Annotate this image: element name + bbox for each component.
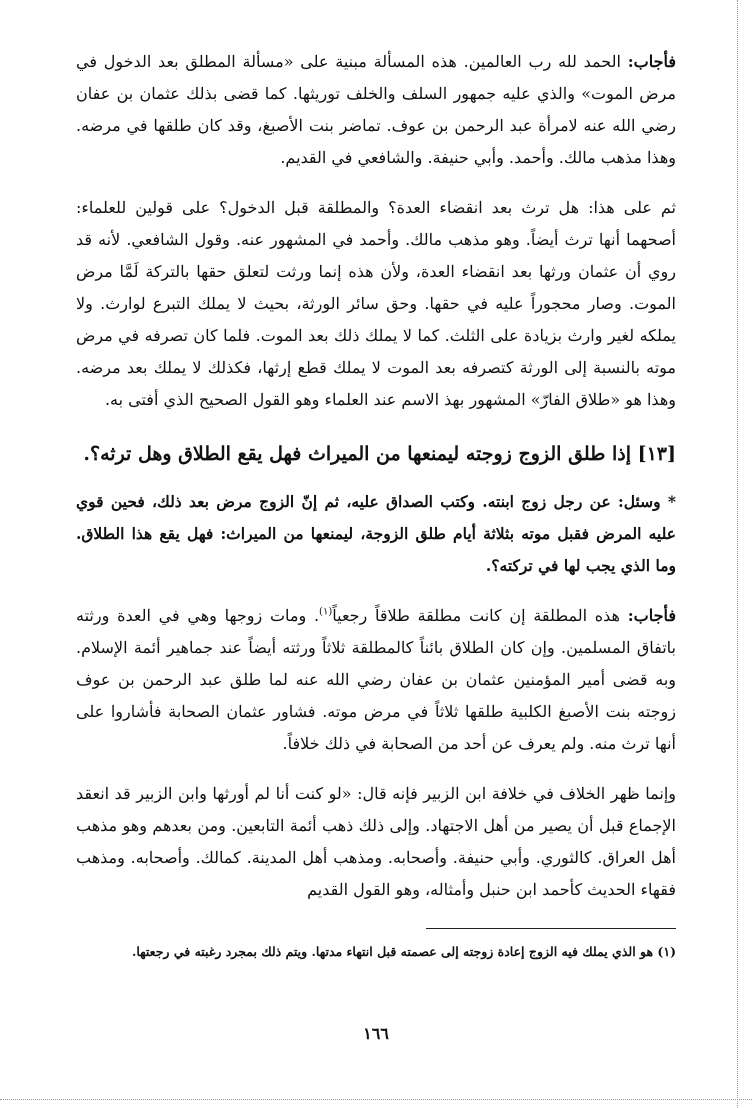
footnote-divider <box>426 928 676 929</box>
paragraph-2: ثم على هذا: هل ترث بعد انقضاء العدة؟ والمطلقة قبل الدخول؟ على قولين للعلماء: أصحهما أنها ترث أيضاً. وهو مذهب مالك. وأحمد في المشهور عنه. وقول الشافعي. لأنه قد روي أن عثمان ورثها بعد انقضاء العدة، ولأن هذه إنما ورثت لتعلق حقها بالتركة لَمَّا مرض الموت. وصار محجوراً عليه في حقها. وحق سائر الورثة، بحيث لا يملك التبرع لوارث. ولا يملكه لغير وارث بزيادة على الثلث. كما لا يملك ذلك بعد الموت. فلما كان تصرفه في مرض موته بالنسبة إلى الورثة كتصرفه بعد الموت لا يملك قطع إرثها، فكذلك لا يملك بعد مرضه. وهذا هو «طلاق الفارّ» المشهور بهذ الاسم عند العلماء وهو القول الصحيح الذي أفتى به. <box>76 198 676 409</box>
page-edge-border <box>737 0 752 1108</box>
page-number: ١٦٦ <box>363 1024 389 1043</box>
section-heading: [١٣] إذا طلق الزوج زوجته ليمنعها من الميراث فهل يقع الطلاق وهل ترثه؟. <box>83 443 676 465</box>
answer-text-before-note: هذه المطلقة إن كانت مطلقة طلاقاً رجعياً <box>332 606 620 625</box>
page-body <box>76 46 676 965</box>
answer-label: فأجاب: <box>627 52 676 71</box>
answer-paragraph-1 <box>76 46 676 174</box>
footnote-marker[interactable]: (١) <box>319 606 333 618</box>
paragraph-5: وإنما ظهر الخلاف في خلافة ابن الزبير فإنه قال: «لو كنت أنا لم أورثها وابن الزبير قد انعقد الإجماع قبل أن يصير من أهل الاجتهاد. وإلى ذلك ذهب أئمة التابعين. ومن بعدهم وهو مذهب أهل العراق. كالثوري. وأبي حنيفة. وأصحابه. ومذهب أهل المدينة. كمالك. وأصحابه. ومذهب فقهاء الحديث كأحمد ابن حنبل وأمثاله، وهو القول القديم <box>76 784 676 899</box>
answer-text: الحمد لله رب العالمين. هذه المسألة مبنية على «مسألة المطلق بعد الدخول في مرض الموت» والذي عليه جمهور السلف والخلف توريثها. كما قضى بذلك عثمان بن عفان رضي الله عنه لامرأة عبد الرحمن بن عوف. تماضر بنت الأصبغ، وقد كان طلقها في مرضه. وهذا مذهب مالك. وأحمد. وأبي حنيفة. والشافعي في القديم. <box>76 52 676 167</box>
answer-text-after-note: . ومات زوجها وهي في العدة ورثته باتفاق المسلمين. وإن كان الطلاق بائناً كالمطلقة ثلاثاً ورثته أيضاً عند جماهير أئمة الإسلام. وبه قضى أمير المؤمنين عثمان بن عفان رضي الله عنه لما طلق عبد الرحمن بن عوف زوجته بنت الأصبغ الكلبية طلقها ثلاثاً في مرض موته. فشاور عثمان الصحابة فأشاروا على أنها ترث منه. ولم يعرف عن أحد من الصحابة في ذلك خلافاً. <box>76 606 676 753</box>
question-paragraph: * وسئل: عن رجل زوج ابنته. وكتب الصداق عليه، ثم إنّ الزوج مرض بعد ذلك، فحين قوي عليه المرض فقبل موته بثلاثة أيام طلق الزوجة، ليمنعها من الميراث: فهل يقع هذا الطلاق. وما الذي يجب لها في تركته؟. <box>76 492 676 575</box>
page-bottom-border <box>0 1099 752 1108</box>
answer-paragraph-2 <box>76 600 676 760</box>
footnote: (١) هو الذي يملك فيه الزوج إعادة زوجته إلى عصمته قبل انتهاء مدتها. ويتم ذلك بمجرد رغبته في رجعتها. <box>131 944 676 959</box>
answer-label: فأجاب: <box>627 606 677 625</box>
